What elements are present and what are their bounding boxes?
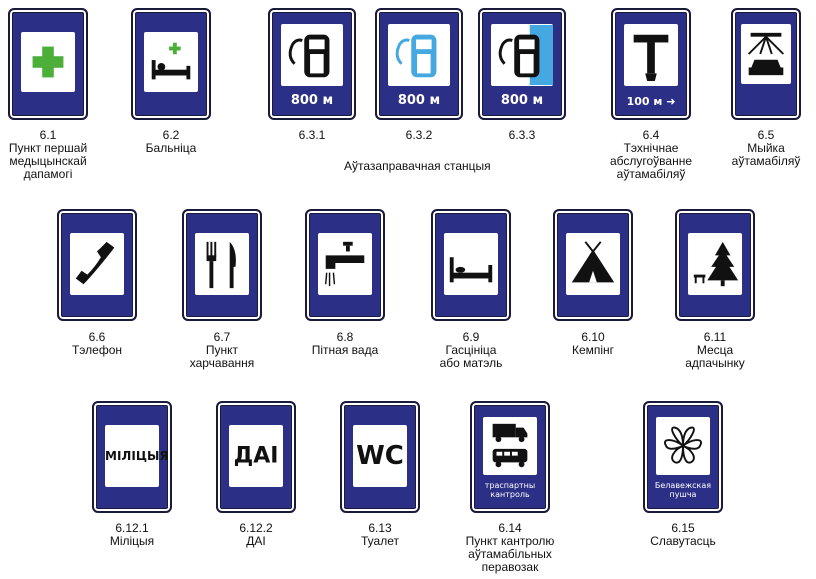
sign-6-2 — [131, 8, 211, 120]
fuel-pump-icon — [388, 24, 450, 86]
sign-label: Пункт харчавання — [189, 343, 255, 370]
caption-6-13 — [330, 522, 430, 548]
sign-6-14 — [470, 401, 550, 513]
sign-6-6 — [57, 209, 137, 321]
sign-label: Пітная вада — [311, 343, 379, 357]
landmark-icon — [656, 417, 710, 475]
sign-number: 6.1 — [39, 128, 57, 142]
sign-label: Міліцыя — [109, 534, 155, 548]
sign-label: Туалет — [361, 534, 399, 548]
sign-number: 6.4 — [642, 128, 660, 142]
sign-number: 6.6 — [88, 330, 106, 344]
distance-plate — [613, 95, 689, 108]
sign-label: ДАІ — [246, 534, 266, 548]
sign-label: Месца адпачынку — [685, 343, 745, 370]
caption-6-9 — [421, 331, 521, 370]
sign-6-12-2 — [216, 401, 296, 513]
sign-number: 6.10 — [581, 330, 605, 344]
sign-6-1 — [8, 8, 88, 120]
hospital-bed-icon — [144, 32, 198, 92]
sign-number: 6.3.2 — [405, 128, 433, 142]
caption-6-4 — [601, 129, 701, 181]
phone-icon — [70, 233, 124, 295]
sign-number: 6.15 — [671, 521, 695, 535]
sign-number: 6.13 — [368, 521, 392, 535]
wrench-hammer-icon — [624, 24, 678, 86]
sign-number: 6.8 — [336, 330, 354, 344]
wc-text: WC — [356, 441, 404, 471]
sign-label: Гасцініца або матэль — [439, 343, 503, 370]
sign-panel — [105, 425, 169, 487]
distance-plate: 800 м — [500, 93, 544, 108]
group-caption-fuel: Аўтазаправачная станцыя — [344, 159, 491, 173]
sign-number: 6.11 — [703, 330, 727, 344]
sign-panel — [229, 425, 283, 487]
tent-icon — [566, 233, 620, 295]
sign-label: Кемпінг — [571, 343, 615, 357]
caption-6-10 — [543, 331, 643, 357]
sign-label: Тэхнічнае абслугоўванне аўтамабіляў — [609, 141, 693, 181]
car-wash-icon — [741, 24, 791, 84]
caption-6-5 — [716, 129, 816, 168]
sign-6-12-1 — [92, 401, 172, 513]
sign-6-5 — [731, 8, 801, 120]
sign-panel — [353, 425, 407, 487]
sign-number: 6.14 — [498, 521, 522, 535]
sign-6-3-2 — [375, 8, 463, 120]
sign-label: Пункт першай медыцынскай дапамогі — [8, 141, 88, 181]
caption-6-1 — [0, 129, 98, 181]
sign-6-7 — [182, 209, 262, 321]
sign-number: 6.9 — [462, 330, 480, 344]
caption-6-11 — [665, 331, 765, 370]
sign-label: Пункт кантролю аўтамабільных перавозак — [465, 534, 555, 574]
caption-6-3-1 — [262, 129, 362, 142]
transport-control-text: траспартны кантроль — [484, 481, 536, 499]
sign-6-13 — [340, 401, 420, 513]
sign-number: 6.7 — [213, 330, 231, 344]
caption-6-6 — [47, 331, 147, 357]
dai-text: ДАІ — [233, 443, 279, 469]
fuel-pump-icon — [281, 24, 343, 86]
sign-6-10 — [553, 209, 633, 321]
sign-label: Славутасць — [650, 534, 716, 548]
sign-6-9 — [431, 209, 511, 321]
truck-bus-icon — [483, 417, 537, 475]
sign-number: 6.2 — [162, 128, 180, 142]
sign-6-11 — [675, 209, 755, 321]
distance-plate: 800 м — [397, 93, 441, 108]
arrow-right-icon: ➜ — [666, 95, 676, 108]
caption-6-14 — [455, 522, 565, 574]
tree-bench-icon — [688, 233, 742, 295]
sign-number: 6.5 — [757, 128, 775, 142]
sign-6-8 — [305, 209, 385, 321]
distance-plate: 800 м — [290, 93, 334, 108]
sign-label: Мыйка аўтамабіляў — [731, 141, 801, 168]
sign-number: 6.12.1 — [115, 521, 149, 535]
landmark-text: Белавежская пушча — [654, 481, 712, 499]
caption-6-12-2 — [206, 522, 306, 548]
caption-6-8 — [295, 331, 395, 357]
caption-6-15 — [633, 522, 733, 548]
militia-text: МІЛІЦЫЯ — [105, 449, 169, 463]
sign-label: Бальніца — [145, 141, 197, 155]
fork-knife-icon — [195, 233, 249, 295]
fuel-pump-icon — [491, 24, 553, 86]
sign-label: Тэлефон — [71, 343, 123, 357]
bed-icon — [444, 233, 498, 295]
sign-number: 6.12.2 — [239, 521, 273, 535]
caption-6-7 — [172, 331, 272, 370]
sign-6-3-3 — [478, 8, 566, 120]
sign-6-15 — [643, 401, 723, 513]
distance-text: 100 м — [626, 95, 663, 108]
caption-6-12-1 — [82, 522, 182, 548]
sign-number: 6.3.1 — [298, 128, 326, 142]
caption-6-3-3 — [472, 129, 572, 142]
sign-6-4 — [611, 8, 691, 120]
sign-6-3-1 — [268, 8, 356, 120]
green-cross-icon — [21, 32, 75, 92]
sign-number: 6.3.3 — [508, 128, 536, 142]
water-tap-icon — [318, 233, 372, 295]
caption-6-3-2 — [369, 129, 469, 142]
caption-6-2 — [121, 129, 221, 155]
